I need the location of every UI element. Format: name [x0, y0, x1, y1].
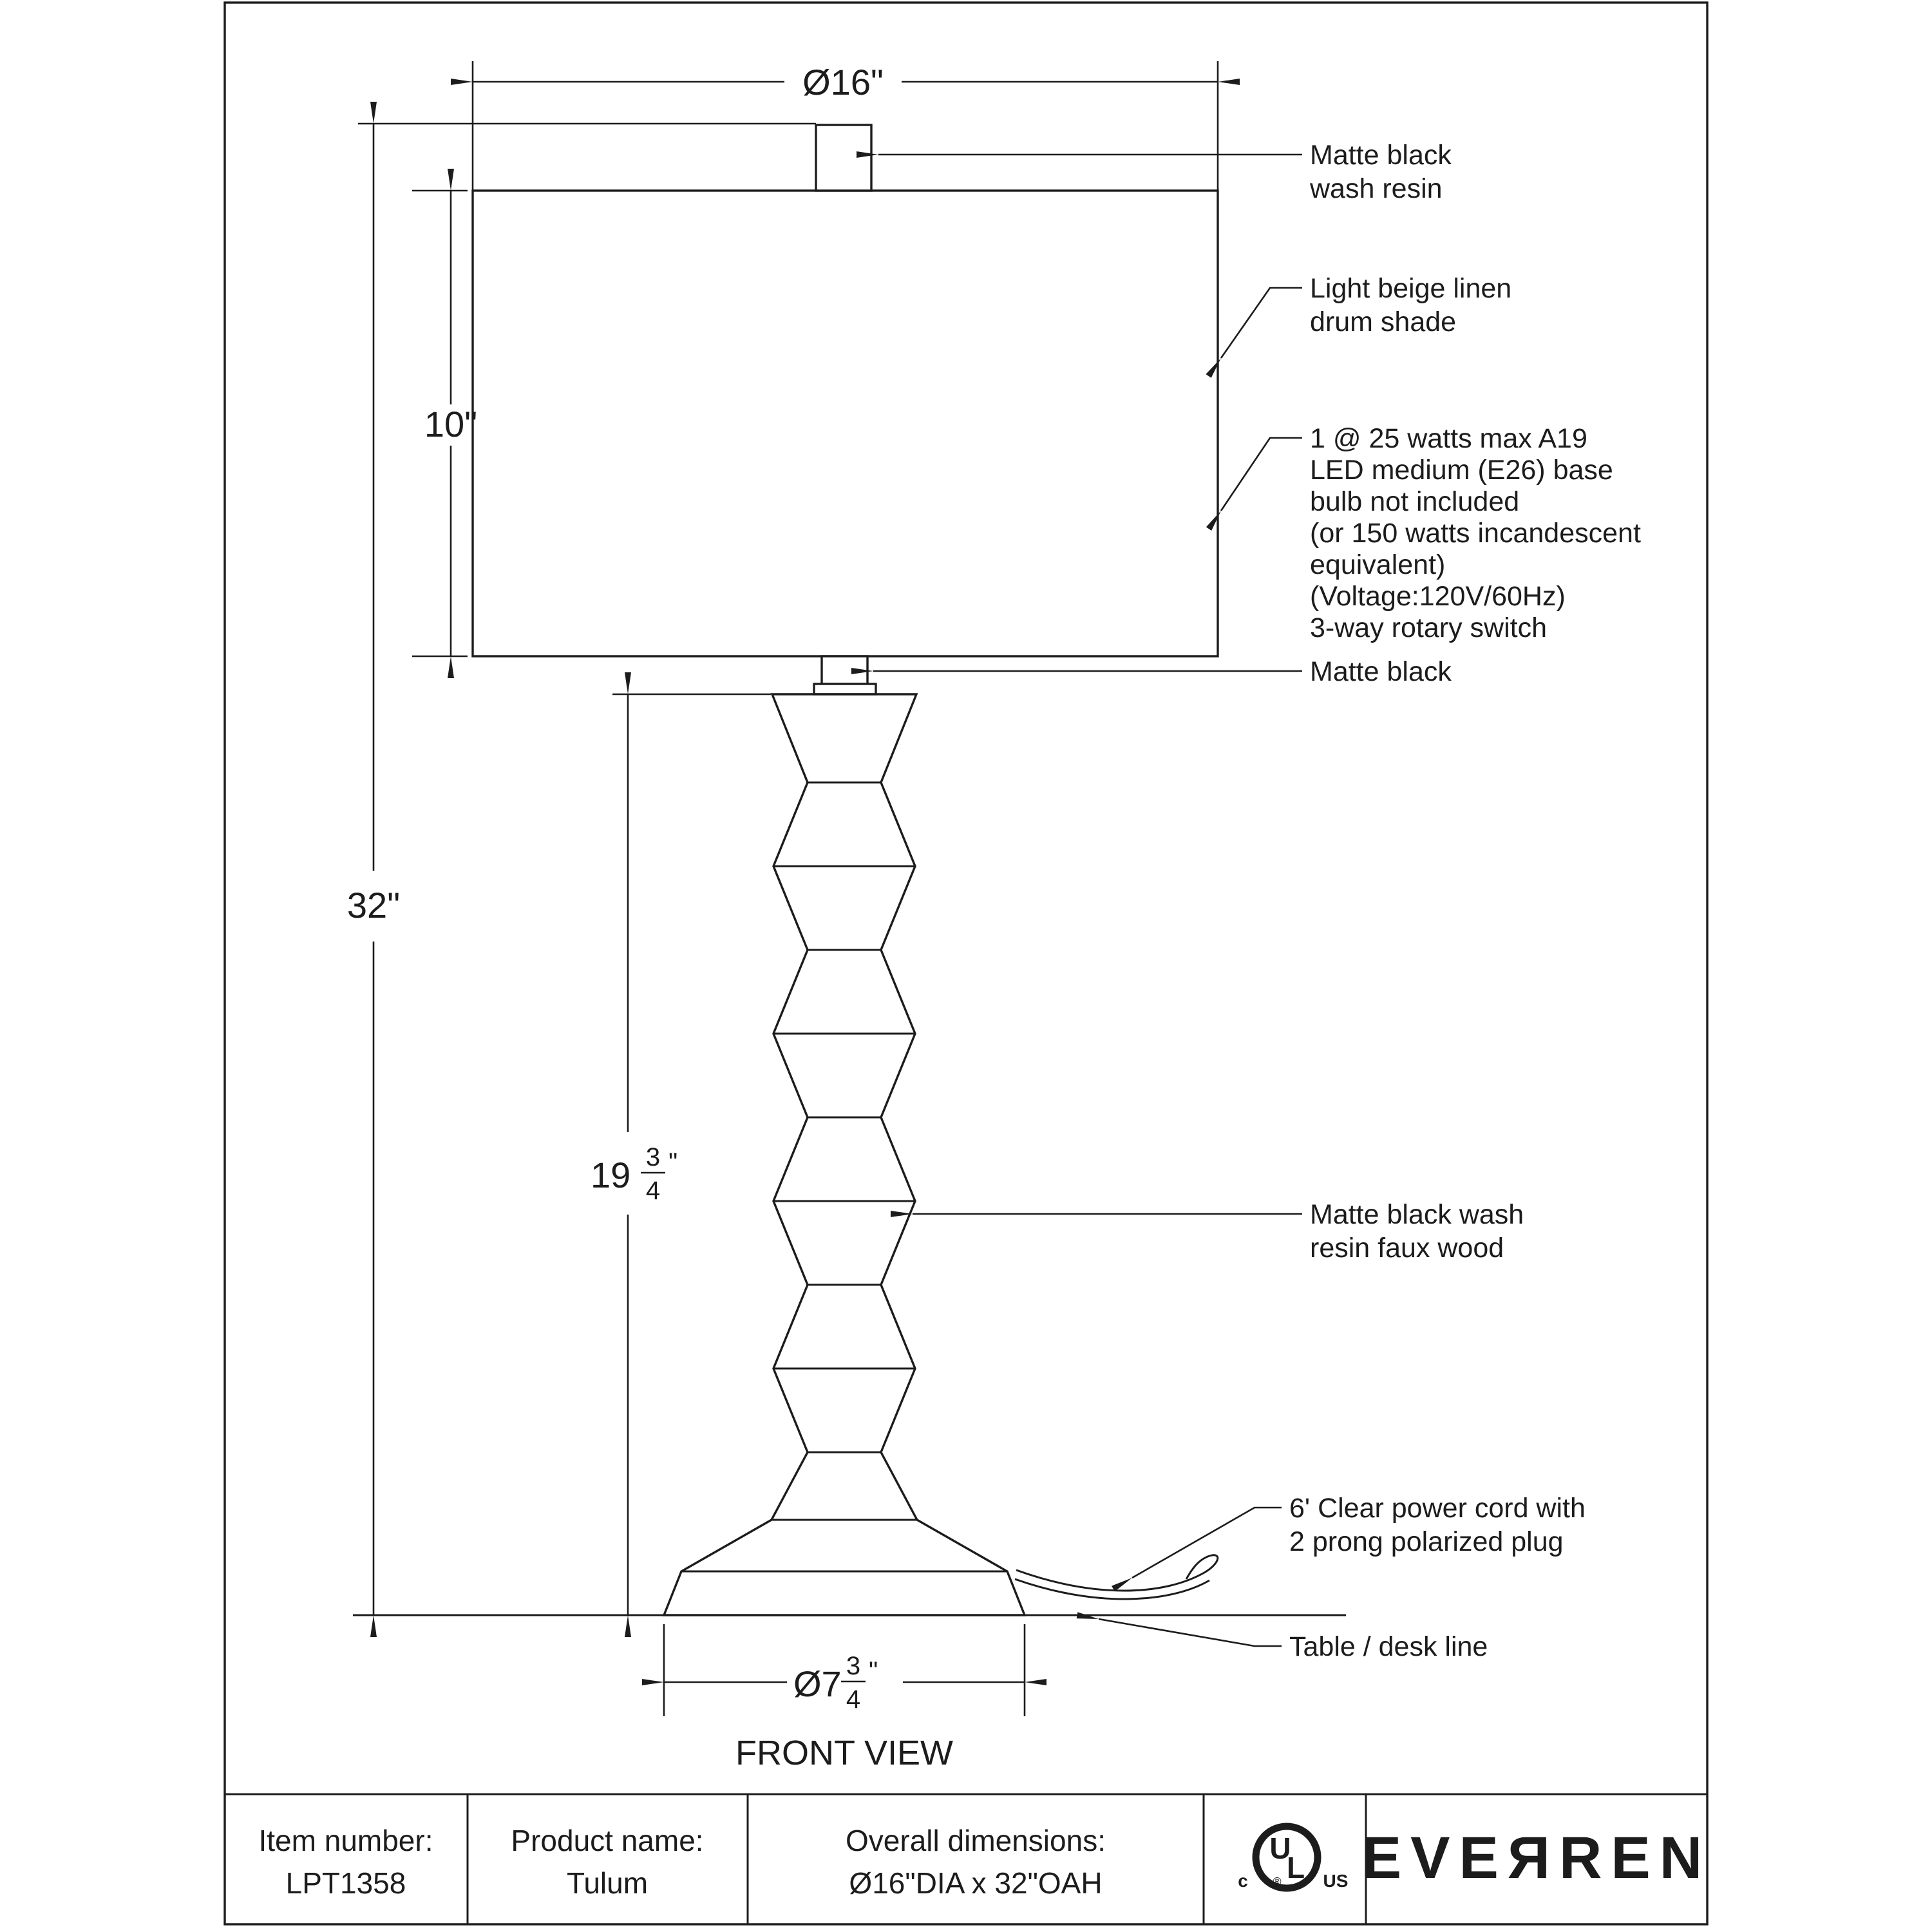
dim-text-overall-height: 32" — [346, 885, 401, 925]
callout-shade-line2: drum shade — [1310, 307, 1457, 337]
callout-finial-line2: wash resin — [1310, 173, 1443, 204]
dim-text-body-unit: " — [668, 1148, 678, 1177]
callout-bulb-line4: (or 150 watts incandescent — [1310, 518, 1641, 549]
view-label: FRONT VIEW — [735, 1734, 954, 1772]
ul-c-mark: c — [1238, 1871, 1248, 1891]
callout-shade-line1: Light beige linen — [1310, 273, 1512, 304]
callout-bulb-line7: 3-way rotary switch — [1310, 612, 1547, 643]
finial-outline — [816, 125, 871, 191]
callout-finial — [1309, 140, 1452, 204]
overall-dimensions-value: Ø16"DIA x 32"OAH — [849, 1866, 1103, 1900]
socket-flange-outline — [814, 684, 876, 694]
title-block-product-cell — [511, 1824, 703, 1900]
ul-registered-mark: ® — [1273, 1875, 1282, 1888]
dim-text-body-whole: 19 — [591, 1155, 631, 1195]
leader-bulb — [1221, 438, 1302, 511]
dim-text-base-numerator: 3 — [846, 1652, 861, 1680]
lamp-body-outline — [664, 694, 1025, 1615]
title-block-item-cell — [259, 1824, 433, 1900]
callout-bulb-line2: LED medium (E26) base — [1310, 455, 1613, 486]
brand-logo: EVEЯREN — [1361, 1825, 1712, 1891]
title-block-dimensions-cell — [846, 1824, 1106, 1900]
dim-text-body-numerator: 3 — [645, 1143, 661, 1171]
callout-bulb — [1310, 423, 1641, 643]
dim-text-body-height — [591, 1143, 677, 1205]
dim-text-base-diameter — [793, 1652, 878, 1714]
leader-cord — [1132, 1508, 1282, 1578]
item-number-label: Item number: — [258, 1824, 433, 1857]
ul-us-mark: US — [1323, 1871, 1349, 1891]
leader-shade — [1221, 288, 1302, 358]
dim-text-base-unit: " — [869, 1657, 878, 1685]
ul-letter-u: U — [1269, 1832, 1291, 1865]
callout-bulb-line6: (Voltage:120V/60Hz) — [1310, 581, 1566, 612]
dim-text-shade-diameter: Ø16" — [802, 62, 884, 102]
callout-body-line1: Matte black wash — [1310, 1199, 1524, 1230]
power-cord-line-1 — [1016, 1555, 1218, 1591]
callout-body-line2: resin faux wood — [1310, 1233, 1504, 1264]
callout-shade — [1310, 273, 1511, 337]
ul-letter-l: L — [1286, 1851, 1305, 1884]
dim-text-base-prefix: Ø7 — [793, 1663, 842, 1704]
overall-dimensions-label: Overall dimensions: — [846, 1824, 1106, 1857]
callout-bulb-line1: 1 @ 25 watts max A19 — [1310, 423, 1587, 454]
leader-table-line — [1099, 1619, 1282, 1646]
callout-cord-line1: 6' Clear power cord with — [1289, 1493, 1586, 1524]
callout-bulb-line3: bulb not included — [1310, 486, 1520, 517]
drum-shade-outline — [473, 191, 1218, 656]
callout-table-line: Table / desk line — [1289, 1631, 1488, 1662]
callout-body — [1310, 1199, 1524, 1264]
dim-text-body-denominator: 4 — [645, 1177, 661, 1205]
dim-text-shade-height: 10" — [424, 404, 478, 444]
socket-neck-outline — [822, 656, 867, 684]
callout-cord-line2: 2 prong polarized plug — [1289, 1526, 1564, 1557]
product-name-label: Product name: — [511, 1824, 704, 1857]
callout-finial-line1: Matte black — [1310, 140, 1452, 171]
ul-listed-logo — [1238, 1826, 1348, 1891]
dim-text-base-denominator: 4 — [846, 1685, 861, 1714]
callout-cord — [1289, 1493, 1586, 1557]
callout-socket: Matte black — [1310, 656, 1452, 687]
item-number-value: LPT1358 — [285, 1866, 406, 1900]
product-name-value: Tulum — [566, 1866, 649, 1900]
callout-bulb-line5: equivalent) — [1310, 549, 1446, 580]
